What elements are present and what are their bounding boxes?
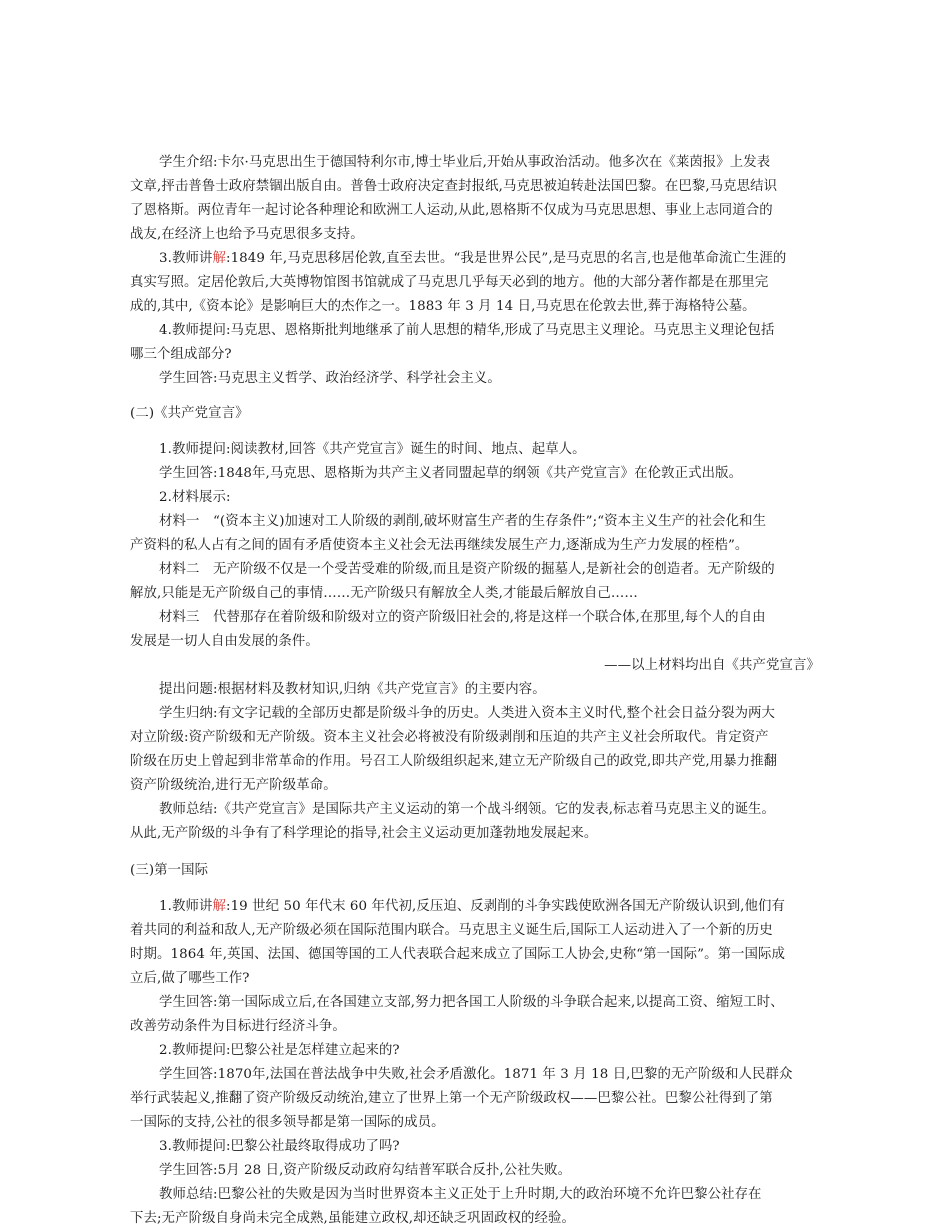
paragraph-line: 对立阶级:资产阶级和无产阶级。资本主义社会必将被没有阶级剥削和压迫的共产主义社会所取代。肯定资产 bbox=[130, 730, 769, 745]
paragraph-line: 哪三个组成部分? bbox=[130, 347, 232, 362]
paragraph-line: 立后,做了哪些工作? bbox=[130, 971, 250, 986]
paragraph-line: 学生介绍:卡尔·马克思出生于德国特利尔市,博士毕业后,开始从事政治活动。他多次在《莱茵报》上发表 bbox=[159, 155, 771, 170]
section-heading: (二)《共产党宣言》 bbox=[130, 406, 249, 421]
paragraph-line bbox=[159, 249, 786, 269]
paragraph-line: 从此,无产阶级的斗争有了科学理论的指导,社会主义运动更加蓬勃地发展起来。 bbox=[130, 826, 598, 841]
source-attribution: ——以上材料均出自《共产党宣言》 bbox=[604, 658, 820, 673]
paragraph-line: 成的,其中,《资本论》是影响巨大的杰作之一。1883 年 3 月 14 日,马克思在伦敦去世,葬于海格特公墓。 bbox=[130, 299, 756, 314]
line-text: 1.教师讲 bbox=[159, 899, 213, 914]
paragraph-line: 材料三 代替那存在着阶级和阶级对立的资产阶级旧社会的,将是这样一个联合体,在那里,每个人的自由 bbox=[159, 610, 766, 625]
line-text: 3.教师讲 bbox=[159, 251, 213, 266]
paragraph-line: 下去;无产阶级自身尚未完全成熟,虽能建立政权,却还缺乏巩固政权的经验。 bbox=[130, 1211, 576, 1226]
paragraph-line: 学生回答:1848年,马克思、恩格斯为共产主义者同盟起草的纲领《共产党宣言》在伦敦正式出版。 bbox=[159, 466, 743, 481]
paragraph-line: 学生回答:5月 28 日,资产阶级反动政府勾结普军联合反扑,公社失败。 bbox=[159, 1163, 572, 1178]
line-text: :1849 年,马克思移居伦敦,直至去世。“我是世界公民”,是马克思的名言,也是他革命流亡生涯的 bbox=[225, 251, 787, 266]
paragraph-line: 教师总结:巴黎公社的失败是因为当时世界资本主义正处于上升时期,大的政治环境不允许巴黎公社存在 bbox=[159, 1187, 762, 1202]
paragraph-line: 时期。1864 年,英国、法国、德国等国的工人代表联合起来成立了国际工人协会,史称“第一国际”。第一国际成 bbox=[130, 947, 786, 962]
section-heading: (三)第一国际 bbox=[130, 863, 209, 878]
paragraph-line: 学生归纳:有文字记载的全部历史都是阶级斗争的历史。人类进入资本主义时代,整个社会日益分裂为两大 bbox=[159, 706, 776, 721]
paragraph-line: 学生回答:1870年,法国在普法战争中失败,社会矛盾激化。1871 年 3 月 18 日,巴黎的无产阶级和人民群众 bbox=[159, 1067, 793, 1082]
paragraph-line: 改善劳动条件为目标进行经济斗争。 bbox=[130, 1019, 346, 1034]
paragraph-line: 提出问题:根据材料及教材知识,归纳《共产党宣言》的主要内容。 bbox=[159, 682, 546, 697]
highlighted-char: 解 bbox=[212, 251, 226, 266]
highlighted-char: 解 bbox=[212, 899, 226, 914]
paragraph-line: 材料一 “(资本主义)加速对工人阶级的剥削,破坏财富生产者的生存条件”;“资本主义生产的社会化和生 bbox=[159, 514, 767, 529]
paragraph-line: 资产阶级统治,进行无产阶级革命。 bbox=[130, 778, 337, 793]
paragraph-line: 材料二 无产阶级不仅是一个受苦受难的阶级,而且是资产阶级的掘墓人,是新社会的创造者。无产阶级的 bbox=[159, 562, 775, 577]
paragraph-line: 真实写照。定居伦敦后,大英博物馆图书馆就成了马克思几乎每天必到的地方。他的大部分著作都是在那里完 bbox=[130, 275, 769, 290]
paragraph-line: 4.教师提问:马克思、恩格斯批判地继承了前人思想的精华,形成了马克思主义理论。马克思主义理论包括 bbox=[159, 323, 775, 338]
paragraph-line: 解放,只能是无产阶级自己的事情……无产阶级只有解放全人类,才能最后解放自己…… bbox=[130, 586, 638, 601]
paragraph-line: 学生回答:马克思主义哲学、政治经济学、科学社会主义。 bbox=[159, 371, 501, 386]
paragraph-line: 3.教师提问:巴黎公社最终取得成功了吗? bbox=[159, 1139, 400, 1154]
paragraph-line: 举行武装起义,推翻了资产阶级反动统治,建立了世界上第一个无产阶级政权——巴黎公社。巴黎公社得到了第 bbox=[130, 1091, 773, 1106]
paragraph-line: 一国际的支持,公社的很多领导都是第一国际的成员。 bbox=[130, 1115, 445, 1130]
paragraph-line: 教师总结:《共产党宣言》是国际共产主义运动的第一个战斗纲领。它的发表,标志着马克思主义的诞生。 bbox=[159, 802, 776, 817]
paragraph-line: 1.教师提问:阅读教材,回答《共产党宣言》诞生的时间、地点、起草人。 bbox=[159, 442, 586, 457]
paragraph-line: 产资料的私人占有之间的固有矛盾使资本主义社会无法再继续发展生产力,逐渐成为生产力发展的桎梏”。 bbox=[130, 538, 749, 553]
paragraph-line: 文章,抨击普鲁士政府禁锢出版自由。普鲁士政府决定查封报纸,马克思被迫转赴法国巴黎。在巴黎,马克思结识 bbox=[130, 179, 778, 194]
paragraph-line: 学生回答:第一国际成立后,在各国建立支部,努力把各国工人阶级的斗争联合起来,以提高工资、缩短工时、 bbox=[159, 995, 784, 1010]
paragraph-line: 2.材料展示: bbox=[159, 490, 231, 505]
paragraph-line: 发展是一切人自由发展的条件。 bbox=[130, 634, 319, 649]
line-text: :19 世纪 50 年代末 60 年代初,反压迫、反剥削的斗争实践使欧洲各国无产阶级认识到,他们有 bbox=[225, 899, 785, 914]
paragraph-line: 战友,在经济上也给予马克思很多支持。 bbox=[130, 227, 364, 242]
paragraph-line: 着共同的利益和敌人,无产阶级必须在国际范围内联合。马克思主义诞生后,国际工人运动进入了一个新的历史 bbox=[130, 923, 773, 938]
paragraph-line: 了恩格斯。两位青年一起讨论各种理论和欧洲工人运动,从此,恩格斯不仅成为马克思思想、事业上志同道合的 bbox=[130, 203, 773, 218]
paragraph-line bbox=[159, 897, 785, 917]
paragraph-line: 阶级在历史上曾起到非常革命的作用。号召工人阶级组织起来,建立无产阶级自己的政党,即共产党,用暴力推翻 bbox=[130, 754, 778, 769]
paragraph-line: 2.教师提问:巴黎公社是怎样建立起来的? bbox=[159, 1043, 400, 1058]
